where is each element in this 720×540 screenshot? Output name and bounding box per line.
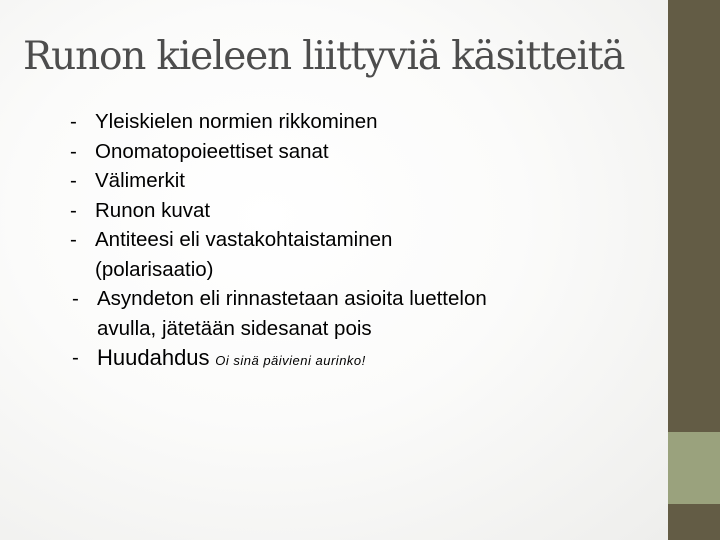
bullet-item bbox=[70, 107, 630, 137]
bullet-list bbox=[70, 107, 630, 376]
bullet-dash: - bbox=[70, 110, 77, 133]
bullet-item bbox=[72, 343, 630, 376]
bullet-text: Asyndeton eli rinnastetaan asioita luettelon avulla, jätetään sidesanat pois bbox=[97, 287, 487, 340]
bullet-item bbox=[72, 284, 630, 343]
bullet-dash: - bbox=[70, 169, 77, 192]
bullet-text: Huudahdus bbox=[97, 345, 210, 370]
bullet-dash: - bbox=[72, 346, 79, 369]
bullet-item bbox=[70, 196, 630, 226]
accent-block bbox=[668, 432, 720, 504]
bullet-text: Onomatopoieettiset sanat bbox=[95, 139, 329, 163]
bullet-text: Antiteesi eli vastakohtaistaminen (polarisaatio) bbox=[95, 228, 393, 281]
bullet-item bbox=[70, 225, 630, 284]
bullet-dash: - bbox=[70, 139, 77, 163]
bullet-item bbox=[70, 137, 630, 167]
bullet-dash: - bbox=[72, 287, 79, 310]
slide-title: Runon kieleen liittyviä käsitteitä bbox=[23, 34, 625, 79]
bullet-text: Välimerkit bbox=[95, 169, 185, 192]
bullet-dash: - bbox=[70, 198, 77, 222]
bullet-text: Runon kuvat bbox=[95, 198, 211, 222]
bullet-text: Yleiskielen normien rikkominen bbox=[95, 110, 378, 133]
example-quote: Oi sinä päivieni aurinko! bbox=[215, 353, 366, 368]
bullet-dash: - bbox=[70, 228, 77, 251]
bullet-item bbox=[70, 166, 630, 196]
